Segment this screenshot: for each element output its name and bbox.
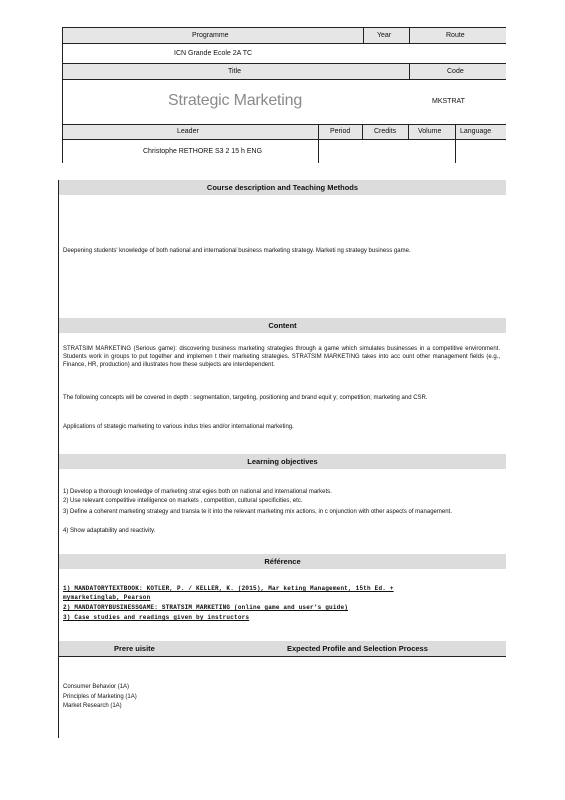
objective-3: 3) Define a coherent marketing strategy and transla te it into the relevant marketing mix actions, in c onjunction with other aspects of management. [63,509,452,515]
title-label: Title [228,68,241,75]
description-heading: Course description and Teaching Methods [59,180,506,195]
programme-label: Programme [192,32,229,39]
period-label: Period [330,128,351,135]
reference-line-4: 3) Case studies and readings given by instructors [63,614,250,621]
description-text: Deepening students' knowledge of both national and international business marketing strategy. Marketi ng strategy business game. [63,248,411,254]
programme-header-row [62,28,506,43]
content-paragraph-3: Applications of strategic marketing to various indus tries and/or international marketing. [63,424,294,430]
reference-line-3: 2) MANDATORYBUSINESSGAME: STRATSIM MARKETING (online game and user's guide) [63,604,349,611]
credits-label: Credits [374,128,397,135]
code-label: Code [447,68,464,75]
expected-profile-heading: Expected Profile and Selection Process [287,644,428,653]
prerequisite-heading: Prere uisite [114,644,155,653]
content-heading: Content [59,318,506,333]
course-title: Strategic Marketing [168,92,303,109]
prereq-item: Principles of Marketing (1A) [63,694,137,700]
route-label: Route [446,32,465,39]
leader-value: Christophe RETHORE S3 2 15 h ENG [143,148,263,155]
objective-4: 4) Show adaptability and reactivity. [63,528,156,534]
prereq-item: Market Research (1A) [63,703,122,709]
reference-line-2: mymarketinglab, Pearson [63,594,151,601]
content-paragraph-2: The following concepts will be covered in depth : segmentation, targeting, positioning and brand equit y; competition; marketing and CSR. [63,395,428,401]
prereq-heading-bar [59,641,506,656]
programme-value: ICN Grande Ecole 2A TC [174,50,253,57]
objective-2: 2) Use relevant competitive intelligence on markets , competition, cultural specificities, etc. [63,498,303,504]
leader-label: Leader [177,128,199,135]
prereq-item: Consumer Behavior (1A) [63,684,130,690]
language-label: Language [460,128,492,135]
content-paragraph-1: STRATSIM MARKETING (Serious game): discovering business marketing strategies through a game which simulates businesses in a competitive environment. Students work in groups to put together and implemen t their marketing strategies. STRATSIM MARKETING takes into acc ount other management fields (e.g., Finance, HR, production) and illustrates how these subjects are interdependent. [63,346,500,368]
volume-label: Volume [418,128,442,135]
reference-line-1: 1) MANDATORYTEXTBOOK: KOTLER, P. / KELLER, K. (2015), Mar keting Management, 15th Ed. + [63,585,394,592]
title-header-row [62,63,506,79]
objective-1: 1) Develop a thorough knowledge of marketing strat egies both on national and international markets. [63,489,332,495]
course-code: MKSTRAT [432,98,465,105]
year-label: Year [377,32,392,39]
objectives-heading: Learning objectives [59,454,506,469]
reference-heading: Référence [59,554,506,569]
